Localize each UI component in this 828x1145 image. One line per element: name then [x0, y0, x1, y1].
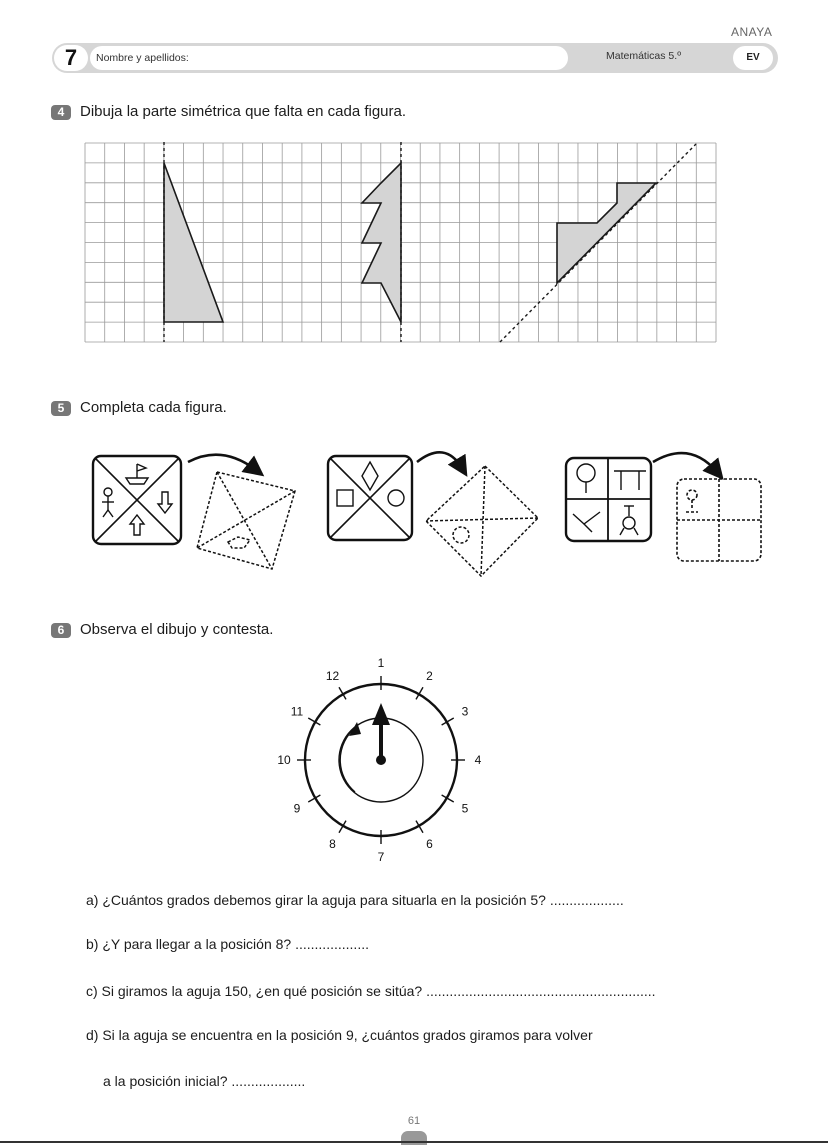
symmetry-figure-1 — [164, 142, 223, 342]
exercise-4-instruction: Dibuja la parte simétrica que falta en cada figura. — [80, 103, 407, 120]
question-a: a) ¿Cuántos grados debemos girar la aguja para situarla en la posición 5? ................... — [86, 892, 624, 908]
dial-pivot — [376, 755, 386, 765]
question-d-line1: d) Si la aguja se encuentra en la posición 9, ¿cuántos grados giramos para volver — [86, 1027, 593, 1043]
dial-label: 2 — [426, 668, 433, 683]
question-c: c) Si giramos la aguja 150, ¿en qué posición se sitúa? ........................................................... — [86, 983, 656, 999]
dial-label: 8 — [329, 837, 336, 852]
exercise-6-number: 6 — [51, 623, 71, 638]
figure-c-rotated — [677, 479, 761, 561]
unit-number-badge: 7 — [54, 45, 88, 71]
figure-c-original — [566, 458, 651, 541]
publisher-logo: ANAYA — [731, 25, 773, 39]
rotation-arrow-b — [417, 452, 462, 468]
exercise-6-instruction: Observa el dibujo y contesta. — [80, 621, 274, 638]
dial-label: 7 — [377, 850, 385, 864]
figure-a-rotated — [197, 472, 295, 569]
dial-label: 10 — [277, 753, 291, 767]
dial-label: 5 — [461, 801, 469, 816]
dial-label: 12 — [325, 668, 340, 683]
figure-a-original — [93, 456, 181, 544]
bottom-rule — [0, 1141, 828, 1143]
symmetry-figure-2 — [362, 142, 401, 342]
dial-label: 3 — [461, 704, 469, 719]
rotation-figures — [0, 440, 828, 585]
dial-label: 6 — [426, 837, 433, 852]
exercise-5-instruction: Completa cada figura. — [80, 399, 227, 416]
dial-label: 9 — [293, 801, 301, 816]
circle-icon — [388, 490, 404, 506]
dial-label: 4 — [474, 753, 482, 767]
rotation-arrow-a — [188, 455, 256, 470]
page-number: 61 — [407, 1115, 421, 1127]
dial — [250, 645, 510, 875]
exercise-5-number: 5 — [51, 401, 71, 416]
question-d-line2: a la posición inicial? ................... — [103, 1073, 306, 1089]
rotation-direction-arrow — [340, 728, 355, 792]
question-b: b) ¿Y para llegar a la posición 8? ................... — [86, 936, 369, 952]
dial-label: 1 — [377, 656, 385, 670]
dial-label: 11 — [290, 704, 304, 719]
exercise-4-number: 4 — [51, 105, 71, 120]
symmetry-grid — [0, 0, 828, 400]
name-field[interactable]: Nombre y apellidos: — [90, 46, 568, 70]
figure-b-rotated — [426, 466, 538, 576]
evaluation-badge: EV — [733, 46, 773, 70]
rotation-arrow-c — [653, 453, 717, 472]
square-icon — [337, 490, 353, 506]
subject-label: Matemáticas 5.º — [606, 50, 682, 62]
figure-b-original — [328, 456, 412, 540]
